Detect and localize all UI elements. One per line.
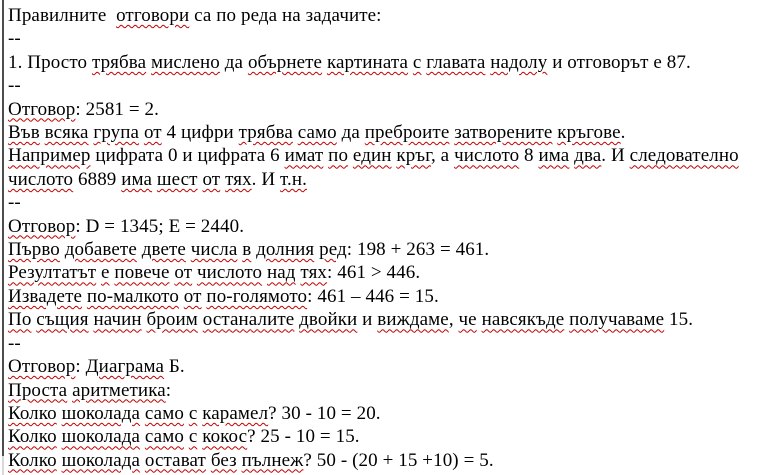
text-segment: : 461 – 446 = 15.: [307, 285, 439, 307]
text-segment: ,: [448, 309, 459, 331]
misspelled-word: един: [352, 145, 392, 167]
misspelled-word: е: [101, 262, 110, 284]
misspelled-word: Например: [8, 145, 91, 167]
misspelled-word: само: [144, 426, 184, 448]
misspelled-word: само: [144, 402, 184, 424]
text-segment: --: [8, 28, 21, 50]
misspelled-word: два: [574, 145, 602, 167]
misspelled-word: добавете: [64, 239, 137, 261]
misspelled-word: картината: [326, 51, 409, 73]
text-line: [8, 285, 768, 308]
text-segment: цифрата 0 и цифрата 6: [90, 145, 285, 167]
misspelled-word: надолу: [490, 51, 548, 73]
misspelled-word: от: [174, 262, 193, 284]
misspelled-word: Отговор: [8, 356, 76, 378]
text-segment: Б.: [164, 356, 185, 378]
text-segment: ? 50 - (20 + 15 +10) = 5.: [303, 449, 494, 471]
misspelled-word: карамел: [202, 402, 269, 424]
misspelled-word: начин: [93, 309, 142, 331]
misspelled-word: тях: [225, 168, 252, 190]
misspelled-word: затворените: [454, 122, 553, 144]
misspelled-word: трябва: [238, 122, 293, 144]
misspelled-word: пълнеж: [241, 449, 304, 471]
misspelled-word: двойки: [299, 309, 358, 331]
misspelled-word: Извадете: [8, 285, 83, 307]
misspelled-word: с: [188, 402, 198, 424]
misspelled-word: Отговор: [8, 98, 76, 120]
misspelled-word: По: [8, 309, 32, 331]
misspelled-word: кръгове: [557, 122, 621, 144]
text-segment: 1. Просто: [8, 51, 92, 73]
text-segment: 8: [519, 145, 539, 167]
misspelled-word: Проста: [8, 379, 68, 401]
misspelled-word: Отговор: [8, 215, 76, 237]
misspelled-word: с: [412, 51, 422, 73]
text-segment: са по реда на задачите:: [189, 5, 382, 26]
misspelled-word: Във: [8, 122, 40, 144]
text-segment: Правилните: [8, 5, 117, 26]
misspelled-word: отговори: [116, 5, 190, 26]
text-line: [8, 144, 768, 167]
misspelled-word: само: [297, 122, 337, 144]
text-line: [8, 215, 768, 238]
text-segment: 4 цифри: [161, 122, 239, 144]
misspelled-word: с: [188, 426, 198, 448]
text-line: [8, 74, 768, 97]
text-line: [8, 449, 768, 472]
misspelled-word: Колко: [8, 402, 57, 424]
misspelled-word: Първо: [8, 239, 60, 261]
misspelled-word: шест: [156, 168, 198, 190]
misspelled-word: Резултатът: [8, 262, 97, 284]
misspelled-word: двете: [141, 239, 186, 261]
text-segment: да: [336, 122, 365, 144]
misspelled-word: по: [328, 145, 349, 167]
misspelled-word: шоколада: [61, 402, 141, 424]
misspelled-word: група: [93, 122, 140, 144]
text-segment: :: [75, 356, 86, 378]
text-segment: .: [620, 122, 626, 144]
document-content: [8, 4, 768, 472]
text-segment: : 2581 = 2.: [75, 98, 159, 120]
misspelled-word: числа: [190, 239, 238, 261]
text-line: [8, 332, 768, 355]
misspelled-word: Колко: [8, 426, 57, 448]
misspelled-word: мислено: [151, 51, 220, 73]
misspelled-word: шоколада: [61, 449, 141, 471]
misspelled-word: трябва: [91, 51, 147, 73]
misspelled-word: има: [538, 145, 570, 167]
text-segment: : 461 > 446.: [327, 262, 421, 284]
misspelled-word: числото: [454, 145, 520, 167]
misspelled-word: т.н.: [280, 168, 307, 190]
text-segment: : D = 1345; E = 2440.: [75, 215, 245, 237]
text-line: [8, 308, 768, 331]
misspelled-word: следователно: [629, 145, 739, 167]
misspelled-word: Колко: [8, 449, 57, 471]
misspelled-word: кокос: [202, 426, 248, 448]
misspelled-word: долния: [256, 239, 315, 261]
misspelled-word: получаваме: [569, 309, 665, 331]
text-line: [8, 98, 768, 121]
misspelled-word: по-голямото: [206, 285, 308, 307]
misspelled-word: обърнете: [247, 51, 323, 73]
misspelled-word: в: [242, 239, 252, 261]
text-line: [8, 191, 768, 214]
misspelled-word: Диаграма: [85, 356, 165, 378]
text-segment: и отговорът е 87.: [547, 51, 691, 73]
text-segment: . И: [601, 145, 630, 167]
misspelled-word: броим: [146, 309, 198, 331]
misspelled-word: над: [266, 262, 296, 284]
misspelled-word: останалите: [202, 309, 295, 331]
misspelled-word: от: [183, 285, 202, 307]
text-segment: 6889: [73, 168, 122, 190]
misspelled-word: по-малкото: [86, 285, 179, 307]
misspelled-word: от: [143, 122, 162, 144]
text-segment: ? 30 - 10 = 20.: [268, 402, 381, 424]
misspelled-word: аритметика: [72, 379, 166, 401]
misspelled-word: кръг: [396, 145, 431, 167]
misspelled-word: има: [121, 168, 153, 190]
left-margin-rule: [2, 0, 4, 456]
text-line: [8, 4, 768, 27]
text-line: [8, 355, 768, 378]
misspelled-word: имат: [284, 145, 324, 167]
misspelled-word: всяка: [44, 122, 89, 144]
text-line: [8, 425, 768, 448]
text-line: [8, 261, 768, 284]
misspelled-word: остават: [144, 449, 206, 471]
misspelled-word: повече: [114, 262, 170, 284]
text-segment: --: [8, 75, 21, 97]
misspelled-word: тях: [300, 262, 328, 284]
text-segment: . И: [251, 168, 281, 190]
misspelled-word: същия: [36, 309, 89, 331]
text-line: [8, 238, 768, 261]
text-line: [8, 121, 768, 144]
misspelled-word: главата: [426, 51, 486, 73]
misspelled-word: от: [202, 168, 221, 190]
text-line: [8, 27, 768, 50]
misspelled-word: преброите: [364, 122, 450, 144]
text-line: [8, 379, 768, 402]
text-segment: --: [8, 192, 21, 214]
text-segment: ? 25 - 10 = 15.: [247, 426, 360, 448]
misspelled-word: числото: [196, 262, 263, 284]
text-line: [8, 51, 768, 74]
text-line: [8, 168, 768, 191]
text-segment: и: [357, 309, 378, 331]
misspelled-word: навсякъде: [481, 309, 565, 331]
text-segment: да: [219, 51, 248, 73]
misspelled-word: виждаме: [377, 309, 449, 331]
text-line: [8, 402, 768, 425]
text-segment: 15.: [664, 309, 694, 331]
text-segment: : 198 + 263 = 461.: [346, 239, 490, 261]
misspelled-word: без: [210, 449, 237, 471]
misspelled-word: че: [458, 309, 477, 331]
text-segment: :: [165, 379, 172, 401]
misspelled-word: шоколада: [61, 426, 141, 448]
text-segment: , а: [430, 145, 455, 167]
left-margin-rule-faint: [2, 456, 4, 475]
misspelled-word: числото: [8, 168, 74, 190]
text-segment: --: [8, 332, 21, 354]
misspelled-word: ред: [319, 239, 347, 261]
